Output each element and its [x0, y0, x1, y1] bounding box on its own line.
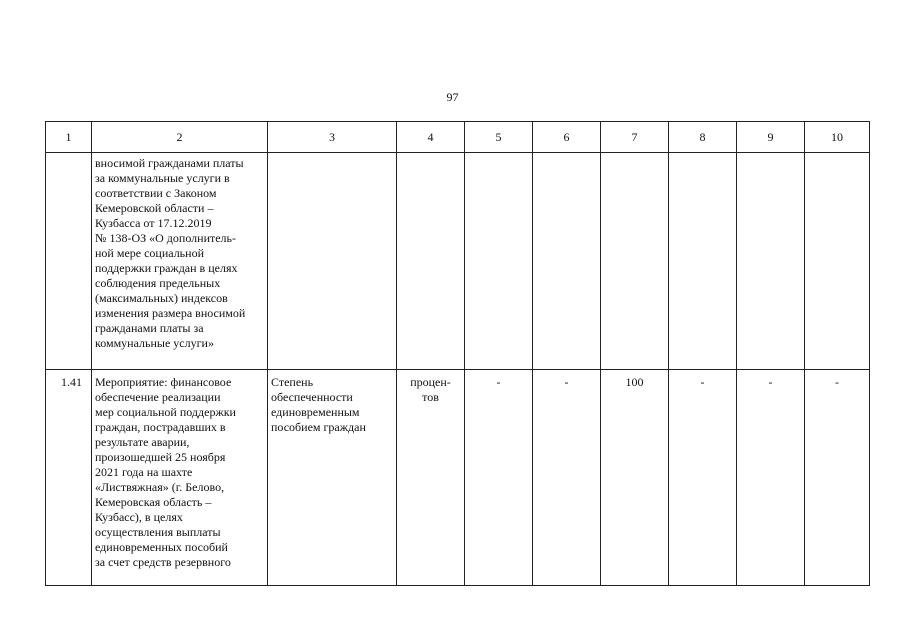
table-row	[46, 153, 870, 370]
column-header: 5	[465, 122, 533, 153]
value-cell	[737, 153, 805, 370]
value-cell: -	[737, 370, 805, 586]
value-cell: -	[669, 370, 737, 586]
value-cell	[669, 153, 737, 370]
indicator-name-cell: Степень обеспеченности единовременным пособием граждан	[268, 370, 397, 586]
table-row	[46, 370, 870, 586]
value-cell: -	[533, 370, 601, 586]
row-number-cell	[46, 153, 92, 370]
value-cell	[465, 153, 533, 370]
value-cell	[601, 153, 669, 370]
value-cell	[533, 153, 601, 370]
column-header: 8	[669, 122, 737, 153]
page-number: 97	[446, 90, 459, 104]
indicator-name-cell	[268, 153, 397, 370]
column-header: 7	[601, 122, 669, 153]
column-header: 6	[533, 122, 601, 153]
column-header: 1	[46, 122, 92, 153]
row-number-cell: 1.41	[46, 370, 92, 586]
column-header: 3	[268, 122, 397, 153]
value-cell: -	[805, 370, 870, 586]
indicators-table	[45, 121, 870, 586]
measure-description-cell: вносимой гражданами платы за коммунальные услуги в соответствии с Законом Кемеровской области – Кузбасса от 17.12.2019 № 138-ОЗ «О дополнитель- ной мере социальной поддержки граждан в целях соблюдения предельных (максимальных) индексов изменения размера вносимой гражданами платы за коммунальные услуги»	[92, 153, 268, 370]
column-header: 9	[737, 122, 805, 153]
table-header-row	[46, 122, 870, 153]
column-header: 4	[397, 122, 465, 153]
measure-description-cell: Мероприятие: финансовое обеспечение реализации мер социальной поддержки граждан, пострадавших в результате аварии, произошедшей 25 ноября 2021 года на шахте «Листвяжная» (г. Белово, Кемеровская область – Кузбасс), в целях осуществления выплаты единовременных пособий за счет средств резервного	[92, 370, 268, 586]
column-header: 2	[92, 122, 268, 153]
value-cell	[805, 153, 870, 370]
value-cell: -	[465, 370, 533, 586]
unit-cell: процен- тов	[397, 370, 465, 586]
column-header: 10	[805, 122, 870, 153]
unit-cell	[397, 153, 465, 370]
value-cell: 100	[601, 370, 669, 586]
